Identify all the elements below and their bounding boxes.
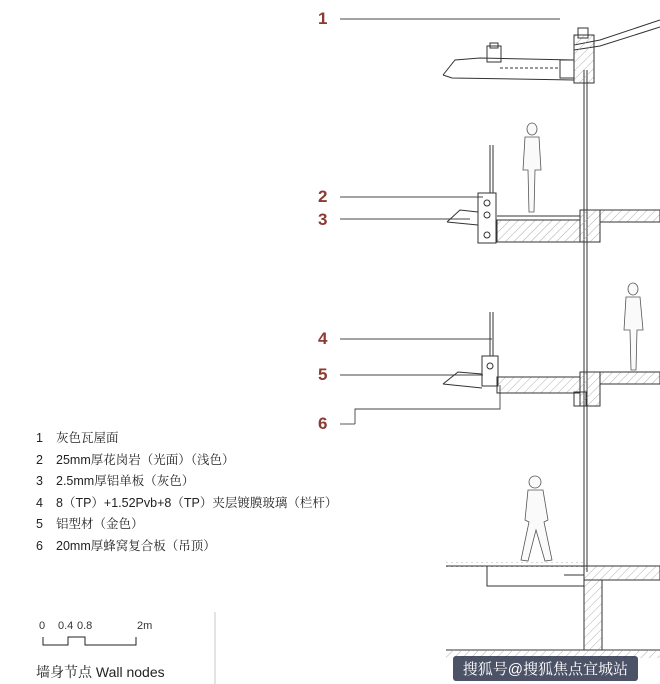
legend-text: 25mm厚花岗岩（光面）（浅色） — [56, 452, 235, 467]
scale-tick-2m: 2m — [137, 620, 153, 632]
legend-text: 灰色瓦屋面 — [56, 431, 119, 445]
roof-section — [443, 20, 660, 83]
scale-tick-0-8: 0.8 — [77, 620, 93, 632]
callout-2: 2 — [318, 187, 328, 206]
legend-number: 3 — [36, 474, 43, 489]
scale-tick-0-4: 0.4 — [58, 620, 74, 632]
scale-bar — [43, 637, 136, 645]
person-figure-upper — [523, 123, 541, 212]
material-legend — [36, 428, 337, 558]
curtain-wall — [584, 70, 587, 572]
legend-item — [36, 514, 337, 536]
person-figures — [521, 123, 643, 561]
legend-number: 2 — [36, 452, 43, 467]
callout-5: 5 — [318, 365, 328, 384]
person-figure-middle — [624, 283, 643, 370]
scale-tick-0: 0 — [39, 620, 46, 632]
legend-text: 20mm厚蜂窝复合板（吊顶） — [56, 538, 216, 553]
leader-line-6-bend — [355, 385, 500, 424]
legend-number: 1 — [36, 431, 43, 445]
person-figure-lower — [521, 476, 552, 561]
callout-3: 3 — [318, 210, 328, 229]
legend-item — [36, 536, 337, 558]
legend-number: 6 — [36, 538, 43, 553]
legend-number: 5 — [36, 517, 43, 532]
legend-text: 8（TP）+1.52Pvb+8（TP）夹层镀膜玻璃（栏杆） — [56, 495, 338, 510]
callout-4: 4 — [318, 329, 328, 348]
legend-item — [36, 493, 337, 515]
legend-item — [36, 450, 337, 472]
legend-text: 2.5mm厚铝单板（灰色） — [56, 474, 195, 489]
ground-basement — [446, 562, 660, 658]
drawing-caption: 墙身节点 Wall nodes — [36, 664, 165, 680]
legend-item — [36, 428, 337, 450]
watermark: 搜狐号@搜狐焦点宜城站 — [453, 656, 638, 681]
legend-number: 4 — [36, 495, 43, 510]
callout-1: 1 — [318, 9, 328, 28]
legend-text: 铝型材（金色） — [56, 517, 144, 532]
callout-6: 6 — [318, 414, 328, 433]
floor-slab-upper — [447, 145, 660, 243]
legend-item — [36, 471, 337, 493]
